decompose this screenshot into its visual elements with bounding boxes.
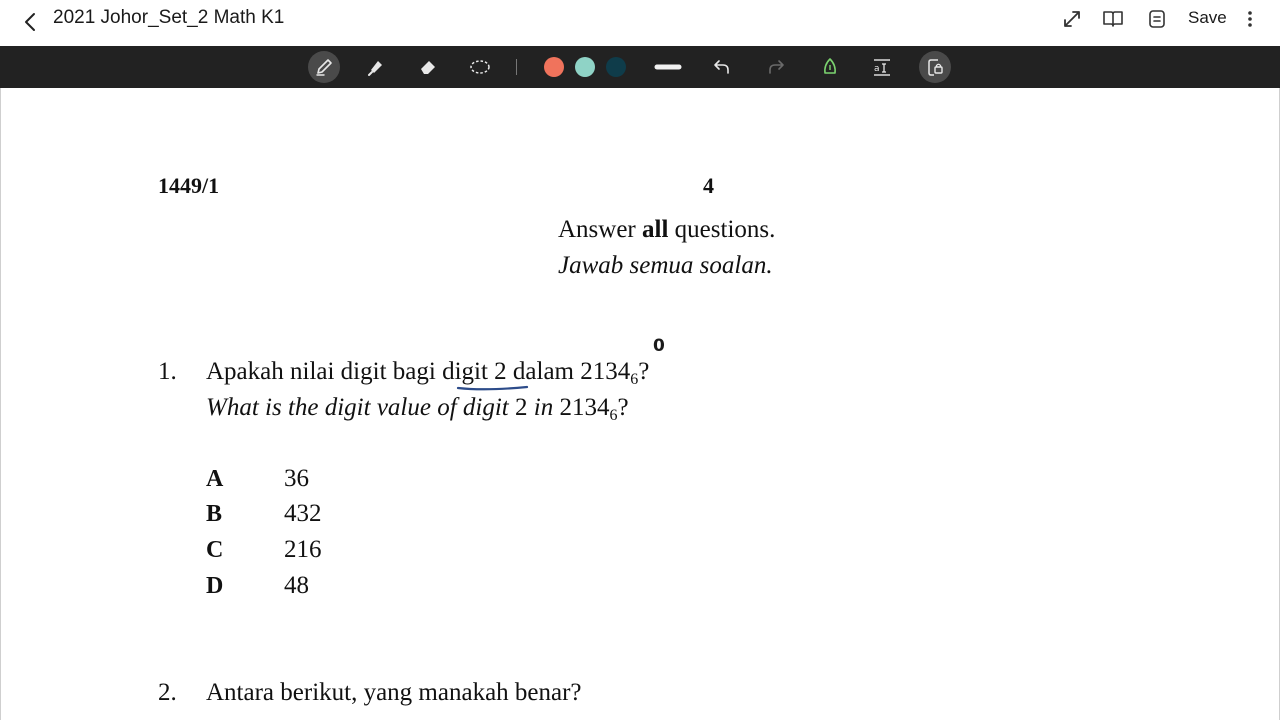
question-1-text-english [206,394,629,425]
instruction-suffix: questions. [668,216,776,243]
lasso-tool-button[interactable] [464,51,496,83]
back-button[interactable] [16,8,44,36]
paper-code: 1449/1 [158,173,220,198]
option-b-value: 432 [284,500,322,527]
save-button[interactable]: Save [1188,8,1227,27]
instruction-malay: Jawab semua soalan. [558,252,773,279]
option-c-value: 216 [284,536,322,563]
q1-ms-underlined: digit 2 [442,358,507,385]
highlighter-icon [366,57,386,77]
svg-text:a: a [874,64,880,74]
handwritten-underline [455,384,530,392]
text-convert-icon [871,57,893,77]
q1-en-end: ? [617,394,629,421]
text-recognition-button[interactable] [866,51,898,83]
q1-ms-part-b: dalam 2134 [506,358,631,385]
lock-document-icon [925,57,945,77]
book-icon [1102,9,1124,29]
read-only-lock-button[interactable] [919,51,951,83]
book-view-button[interactable] [1100,6,1126,32]
color-swatch-dark-teal[interactable] [606,57,626,77]
more-options-button[interactable] [1237,6,1263,32]
q1-en-part-a: What is the digit value of digit [206,394,515,421]
pen-toolbar [0,46,1280,88]
option-c-letter: C [206,537,224,563]
q1-ms-part-a: Apakah nilai digit bagi [206,358,443,385]
eraser-icon [418,57,438,77]
eraser-tool-button[interactable] [412,51,444,83]
color-swatch-mint[interactable] [575,57,595,77]
document-icon [1147,9,1167,29]
document-title: 2021 Johor_Set_2 Math K1 [53,7,285,28]
handwritten-zero-annotation: 0 [653,336,665,356]
q1-en-part-b: in [527,394,560,421]
toolbar-divider [516,59,517,75]
pen-icon [314,57,334,77]
q1-ms-end: ? [638,358,650,385]
fountain-pen-icon [820,57,840,77]
more-vertical-icon [1247,9,1253,29]
q1-ms-subscript: 6 [630,371,639,388]
redo-icon [766,57,786,77]
instruction-emphasis: all [642,216,669,243]
redo-button[interactable] [760,51,792,83]
q1-en-number: 2134 [559,394,610,421]
page-options-button[interactable] [1144,6,1170,32]
question-1-text-malay [206,358,649,389]
top-bar [0,0,1280,46]
pen-tool-button[interactable] [308,51,340,83]
undo-button[interactable] [706,51,738,83]
expand-button[interactable] [1059,6,1085,32]
stroke-width-button[interactable] [652,51,684,83]
expand-icon [1062,9,1082,29]
option-a-letter: A [206,466,224,492]
q1-en-digit: 2 [515,394,528,421]
q1-en-subscript: 6 [609,407,618,424]
option-b-letter: B [206,501,223,527]
question-1-number: 1. [158,358,177,385]
lasso-icon [469,57,491,77]
question-2-text-malay: Antara berikut, yang manakah benar? [206,679,582,706]
instruction-prefix: Answer [558,216,643,243]
option-d-value: 48 [284,572,309,599]
stroke-width-icon [654,62,682,72]
undo-icon [712,57,732,77]
chevron-left-icon [23,12,37,32]
option-a-value: 36 [284,465,309,492]
pen-settings-button[interactable] [814,51,846,83]
page-number: 4 [703,173,714,198]
highlighter-tool-button[interactable] [360,51,392,83]
instruction-english [558,216,775,244]
color-swatch-coral[interactable] [544,57,564,77]
question-2-number: 2. [158,679,177,706]
option-d-letter: D [206,573,224,599]
